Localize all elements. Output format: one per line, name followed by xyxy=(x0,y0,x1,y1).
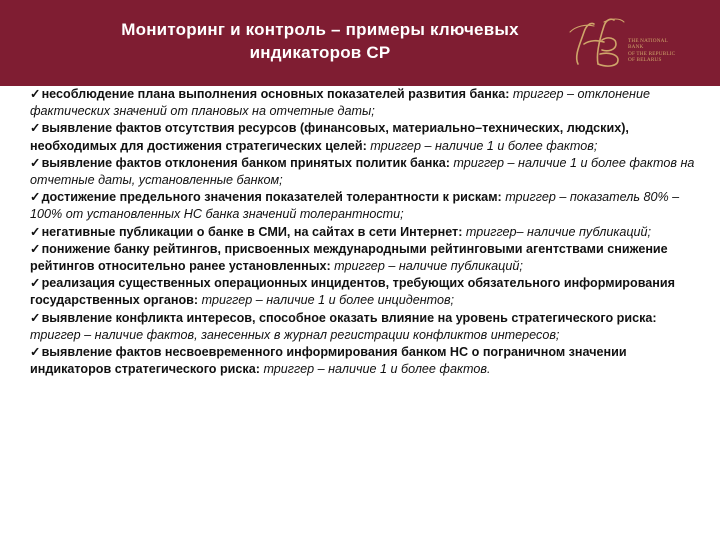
list-item xyxy=(30,86,700,120)
checkmark-icon: ✓ xyxy=(30,190,41,205)
indicator-text: несоблюдение плана выполнения основных показателей развития банка: xyxy=(41,87,510,101)
trigger-text: триггер – наличие публикаций; xyxy=(334,259,523,274)
list-item xyxy=(30,241,700,275)
nbrb-monogram-icon xyxy=(564,14,628,74)
trigger-text: триггер – наличие 1 и более фактов. xyxy=(263,362,491,377)
trigger-text: триггер – наличие 1 и более инцидентов; xyxy=(201,293,455,308)
trigger-text: триггер – наличие 1 и более фактов; xyxy=(370,138,598,153)
list-item xyxy=(30,344,700,378)
indicator-text: выявление фактов отклонения банком принятых политик банка: xyxy=(41,155,450,170)
list-item xyxy=(30,189,700,223)
trigger-text: триггер – наличие фактов, занесенных в журнал регистрации конфликтов интересов; xyxy=(30,327,560,342)
trigger-text: триггер – наличие 1 и более фактов на отчетные даты, установленные банком; xyxy=(30,155,695,188)
slide-header xyxy=(0,0,720,86)
indicator-text: выявление фактов отсутствия ресурсов (финансовых, материально–технических, людских), необходимых для достижения стратегических целей: xyxy=(30,121,629,153)
indicator-text: достижение предельного значения показателей толерантности к рискам: xyxy=(41,190,502,205)
checkmark-icon: ✓ xyxy=(30,310,41,325)
list-item xyxy=(30,310,700,344)
indicator-text: выявление фактов несвоевременного информирования банком НС о пограничном значении индикаторов стратегического риска: xyxy=(30,345,627,377)
logo-caption xyxy=(628,38,712,64)
indicator-list xyxy=(30,86,700,378)
trigger-text: триггер– наличие публикаций; xyxy=(465,224,652,239)
logo-caption-line: BANK xyxy=(628,44,644,51)
title-line-2: индикаторов СР xyxy=(249,43,391,62)
logo-caption-line: OF THE REPUBLIC xyxy=(628,50,676,57)
trigger-text: триггер – показатель 80% – 100% от установленных НС банка значений толерантности; xyxy=(30,190,680,222)
checkmark-icon: ✓ xyxy=(30,155,41,170)
checkmark-icon: ✓ xyxy=(30,224,41,239)
checkmark-icon: ✓ xyxy=(30,276,41,291)
checkmark-icon: ✓ xyxy=(30,241,41,256)
trigger-text: триггер – отклонение фактических значений от плановых на отчетные даты; xyxy=(30,87,650,119)
list-item xyxy=(30,120,700,154)
list-item xyxy=(30,224,700,241)
indicator-text: понижение банку рейтингов, присвоенных международными рейтинговыми агентствами снижение рейтингов относительно ранее установленных: xyxy=(30,241,668,274)
list-item xyxy=(30,155,700,189)
indicator-text: реализация существенных операционных инцидентов, требующих обязательного информирования государственных органов: xyxy=(30,276,675,308)
checkmark-icon: ✓ xyxy=(30,121,41,136)
checkmark-icon: ✓ xyxy=(30,87,41,101)
slide-title xyxy=(60,18,580,64)
logo-caption-line: THE NATIONAL xyxy=(628,38,669,44)
indicator-text: выявление конфликта интересов, способное оказать влияние на уровень стратегического риска: xyxy=(41,310,657,325)
list-item xyxy=(30,275,700,309)
title-line-1: Мониторинг и контроль – примеры ключевых xyxy=(121,20,519,39)
logo-caption-line: OF BELARUS xyxy=(628,57,662,64)
checkmark-icon: ✓ xyxy=(30,345,41,360)
bank-logo xyxy=(564,14,714,74)
indicator-text: негативные публикации о банке в СМИ, на сайтах в сети Интернет: xyxy=(41,224,463,239)
